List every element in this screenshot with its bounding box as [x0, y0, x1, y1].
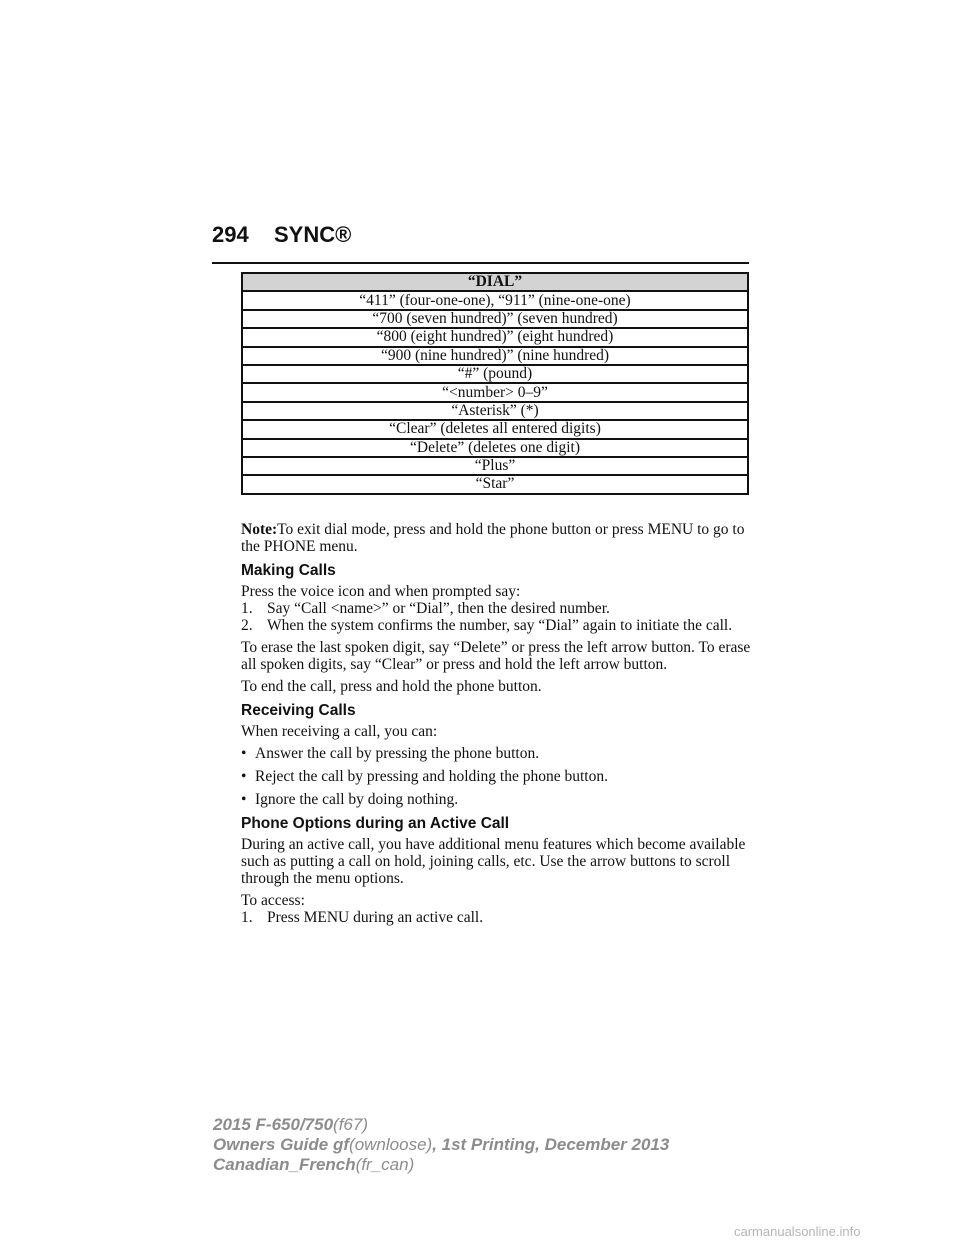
active-call-paragraph: During an active call, you have additional menu features which become available such as putting a call on hold, joining calls, etc. Use the arrow buttons to scroll through the menu options.	[241, 836, 746, 887]
footer-line-3	[213, 1155, 669, 1175]
list-item	[241, 768, 753, 785]
list-item	[241, 745, 753, 762]
step-text: Say “Call <name>” or “Dial”, then the desired number.	[267, 600, 610, 617]
table-cell: “Asterisk” (*)	[242, 402, 748, 420]
table-cell: “700 (seven hundred)” (seven hundred)	[242, 310, 748, 328]
making-calls-steps	[241, 583, 753, 634]
footer-line-2	[213, 1135, 669, 1155]
table-cell: “<number> 0–9”	[242, 383, 748, 401]
list-item	[241, 909, 753, 926]
access-label: To access:	[241, 892, 305, 909]
table-heading: “DIAL”	[242, 273, 748, 291]
making-calls-intro: Press the voice icon and when prompted say:	[241, 583, 521, 600]
note-label: Note:	[241, 521, 278, 538]
table-cell: “Plus”	[242, 457, 748, 475]
table-row	[242, 457, 748, 475]
table-row	[242, 328, 748, 346]
step-number: 1.	[241, 600, 253, 617]
making-calls-heading: Making Calls	[241, 562, 336, 579]
erase-paragraph: To erase the last spoken digit, say “Delete” or press the left arrow button. To erase all spoken digits, say “Clear” or press and hold the left arrow button.	[241, 639, 751, 673]
active-call-steps	[241, 892, 753, 926]
list-item	[241, 617, 753, 634]
step-text: When the system confirms the number, say “Dial” again to initiate the call.	[267, 617, 733, 634]
step-number: 1.	[241, 909, 253, 926]
footer-guide: Owners Guide gf	[213, 1135, 350, 1154]
list-item	[241, 600, 753, 617]
section-title: SYNC®	[274, 222, 352, 247]
footer-language-code: (fr_can)	[355, 1155, 415, 1174]
table-cell: “411” (four-one-one), “911” (nine-one-one)	[242, 291, 748, 309]
receiving-calls-heading: Receiving Calls	[241, 702, 356, 719]
table-row	[242, 420, 748, 438]
table-row	[242, 310, 748, 328]
bullet-text: Answer the call by pressing the phone button.	[255, 745, 540, 762]
table-row	[242, 402, 748, 420]
dial-commands-table	[241, 272, 749, 495]
receiving-calls-intro: When receiving a call, you can:	[241, 723, 438, 740]
table-cell: “Star”	[242, 475, 748, 493]
footer-language: Canadian_French	[213, 1155, 356, 1174]
bullet-icon: •	[241, 768, 247, 785]
page-body	[241, 521, 753, 931]
table-cell: “800 (eight hundred)” (eight hundred)	[242, 328, 748, 346]
step-text: Press MENU during an active call.	[267, 909, 484, 926]
table-header-row	[242, 273, 748, 291]
bullet-text: Ignore the call by doing nothing.	[255, 791, 459, 808]
table-row	[242, 383, 748, 401]
bullet-icon: •	[241, 745, 247, 762]
list-item	[241, 791, 753, 808]
bullet-icon: •	[241, 791, 247, 808]
table-row	[242, 475, 748, 493]
document-footer	[213, 1115, 669, 1175]
table-cell: “900 (nine hundred)” (nine hundred)	[242, 347, 748, 365]
note-text: To exit dial mode, press and hold the phone button or press MENU to go to the PHONE menu.	[241, 521, 745, 555]
table-cell: “Delete” (deletes one digit)	[242, 439, 748, 457]
table-row	[242, 365, 748, 383]
footer-model: 2015 F-650/750	[213, 1115, 334, 1134]
table-cell: “#” (pound)	[242, 365, 748, 383]
page-number: 294	[212, 222, 249, 247]
footer-guide-code: (ownloose)	[349, 1135, 433, 1154]
watermark: carmanualsonline.info	[734, 1224, 861, 1239]
note-paragraph	[241, 521, 753, 555]
end-call-paragraph: To end the call, press and hold the phone button.	[241, 678, 542, 695]
footer-model-code: (f67)	[333, 1115, 369, 1134]
bullet-text: Reject the call by pressing and holding the phone button.	[255, 768, 608, 785]
table-cell: “Clear” (deletes all entered digits)	[242, 420, 748, 438]
page-header	[212, 222, 749, 264]
active-call-heading: Phone Options during an Active Call	[241, 815, 510, 832]
step-number: 2.	[241, 617, 253, 634]
table-row	[242, 347, 748, 365]
footer-printing: , 1st Printing, December 2013	[432, 1135, 670, 1154]
table-row	[242, 439, 748, 457]
table-row	[242, 291, 748, 309]
footer-line-1	[213, 1115, 669, 1135]
